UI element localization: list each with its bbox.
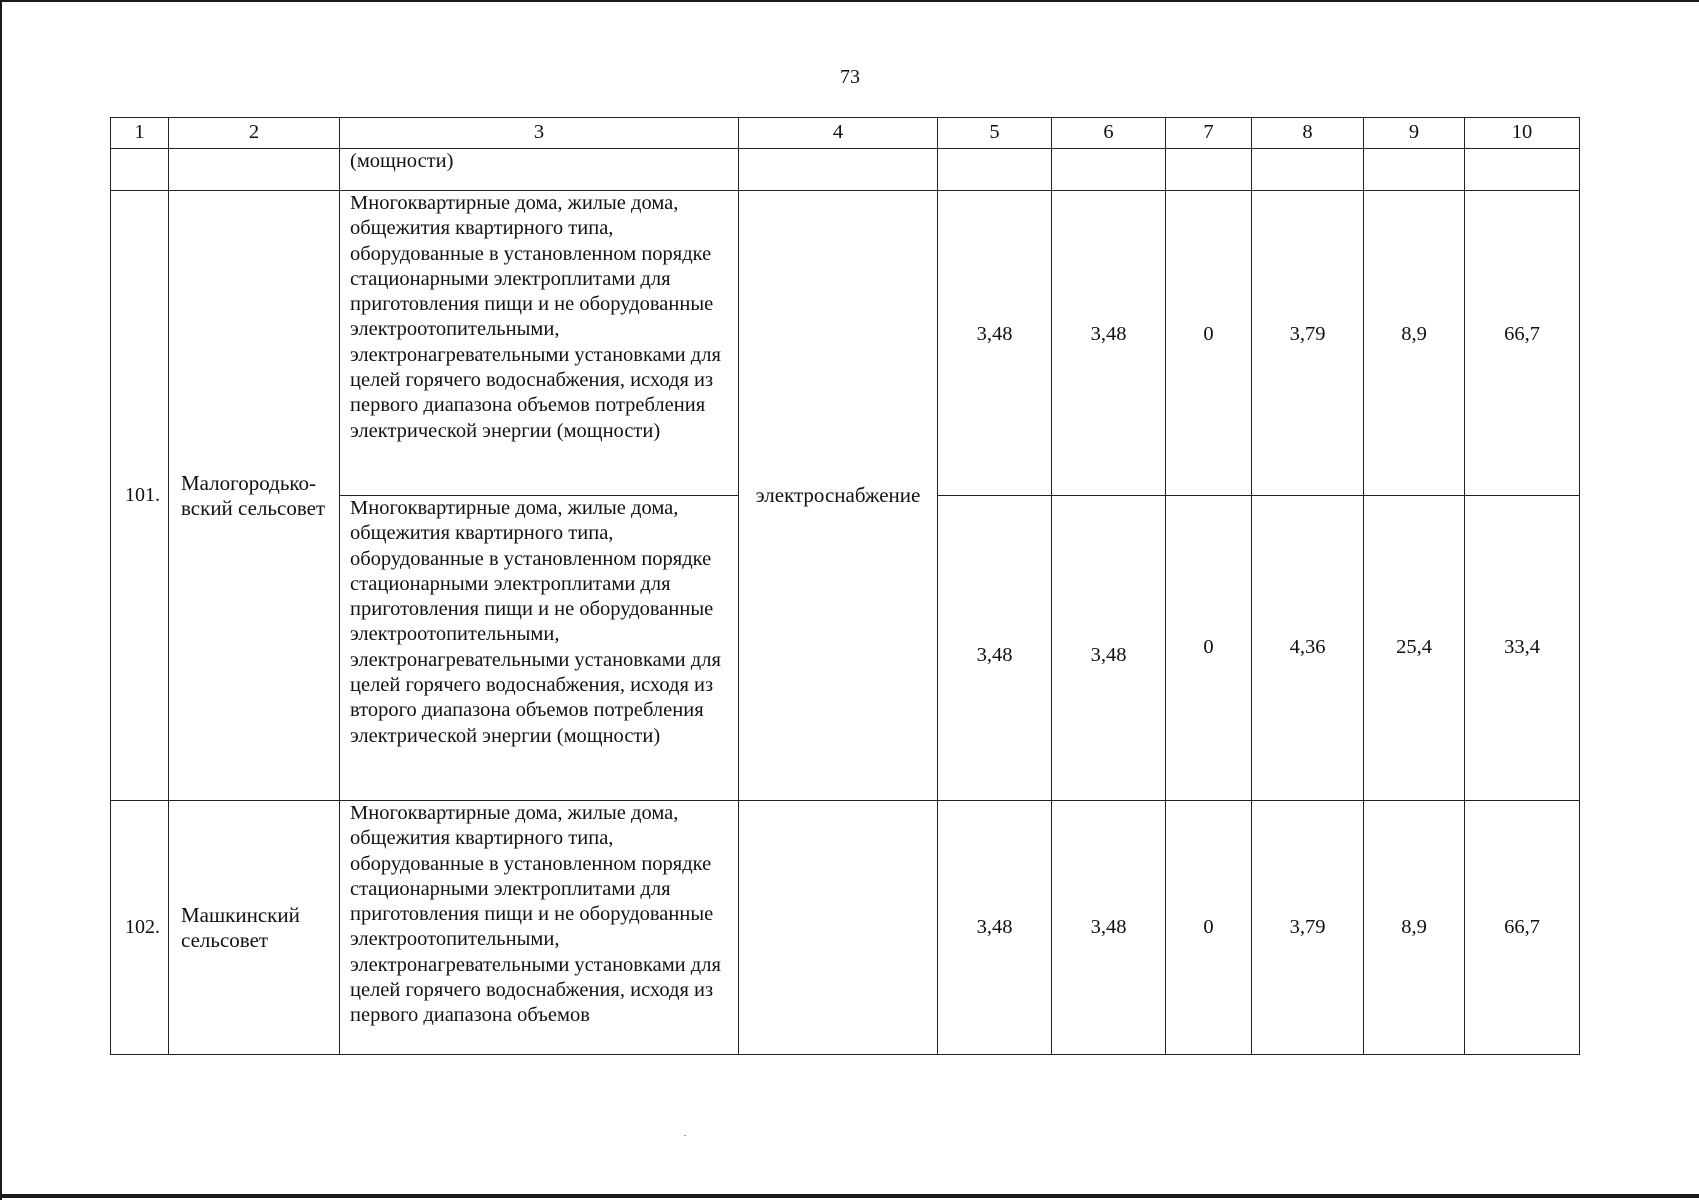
value-col6: 3,48 bbox=[1052, 801, 1166, 1055]
value-col9: 8,9 bbox=[1364, 191, 1465, 496]
utility-service: электроснабжение bbox=[739, 191, 938, 801]
column-header: 8 bbox=[1252, 118, 1364, 149]
consumer-category: Многоквартирные дома, жилые дома, общежития квартирного типа, оборудованные в установленном порядке стационарными электроплитами для приготовления пищи и не оборудованные электроотопительными, электронагревательными установками для целей горячего водоснабжения, исходя из первого диапазона объемов bbox=[340, 801, 739, 1055]
value-col10: 66,7 bbox=[1465, 191, 1580, 496]
value-col10: 33,4 bbox=[1465, 496, 1580, 801]
empty-cell bbox=[1465, 149, 1580, 191]
empty-cell bbox=[739, 149, 938, 191]
value-col5: 3,48 bbox=[938, 496, 1052, 801]
column-header: 5 bbox=[938, 118, 1052, 149]
empty-cell bbox=[1052, 149, 1166, 191]
table-row bbox=[111, 801, 1580, 1055]
empty-cell bbox=[938, 149, 1052, 191]
settlement-name: Машкинский сельсовет bbox=[169, 801, 340, 1055]
continuation-row bbox=[111, 149, 1580, 191]
value-col5: 3,48 bbox=[938, 191, 1052, 496]
column-header: 7 bbox=[1166, 118, 1252, 149]
value-col7: 0 bbox=[1166, 801, 1252, 1055]
empty-cell bbox=[111, 149, 169, 191]
value-col9: 8,9 bbox=[1364, 801, 1465, 1055]
column-header: 4 bbox=[739, 118, 938, 149]
header-row bbox=[111, 118, 1580, 149]
value-col6: 3,48 bbox=[1052, 191, 1166, 496]
column-header: 6 bbox=[1052, 118, 1166, 149]
value-col9: 25,4 bbox=[1364, 496, 1465, 801]
value-col5: 3,48 bbox=[938, 801, 1052, 1055]
scan-edge-top bbox=[0, 0, 1699, 2]
column-header: 9 bbox=[1364, 118, 1465, 149]
tariff-table bbox=[110, 117, 1580, 1055]
value-col10: 66,7 bbox=[1465, 801, 1580, 1055]
column-header: 3 bbox=[340, 118, 739, 149]
consumer-category: Многоквартирные дома, жилые дома, общежития квартирного типа, оборудованные в установленном порядке стационарными электроплитами для приготовления пищи и не оборудованные электроотопительными, электронагревательными установками для целей горячего водоснабжения, исходя из второго диапазона объемов потребления электрической энергии (мощности) bbox=[340, 496, 739, 801]
column-header: 2 bbox=[169, 118, 340, 149]
row-number: 102. bbox=[111, 801, 169, 1055]
empty-cell bbox=[1252, 149, 1364, 191]
row-number: 101. bbox=[111, 191, 169, 801]
scan-edge-left bbox=[0, 0, 2, 1200]
empty-cell bbox=[169, 149, 340, 191]
value-col8: 3,79 bbox=[1252, 191, 1364, 496]
value-col7: 0 bbox=[1166, 191, 1252, 496]
column-header: 1 bbox=[111, 118, 169, 149]
page-number: 73 bbox=[840, 66, 860, 88]
empty-cell bbox=[1364, 149, 1465, 191]
empty-cell bbox=[1166, 149, 1252, 191]
value-col8: 3,79 bbox=[1252, 801, 1364, 1055]
consumer-category: Многоквартирные дома, жилые дома, общежития квартирного типа, оборудованные в установленном порядке стационарными электроплитами для приготовления пищи и не оборудованные электроотопительными, электронагревательными установками для целей горячего водоснабжения, исходя из первого диапазона объемов потребления электрической энергии (мощности) bbox=[340, 191, 739, 496]
table-row bbox=[111, 191, 1580, 496]
utility-service bbox=[739, 801, 938, 1055]
scan-speck bbox=[684, 1135, 686, 1136]
continuation-description: (мощности) bbox=[340, 149, 739, 191]
value-col8: 4,36 bbox=[1252, 496, 1364, 801]
settlement-name: Малогородько-вский сельсовет bbox=[169, 191, 340, 801]
value-col6: 3,48 bbox=[1052, 496, 1166, 801]
scan-edge-bottom bbox=[0, 1194, 1699, 1198]
column-header: 10 bbox=[1465, 118, 1580, 149]
value-col7: 0 bbox=[1166, 496, 1252, 801]
